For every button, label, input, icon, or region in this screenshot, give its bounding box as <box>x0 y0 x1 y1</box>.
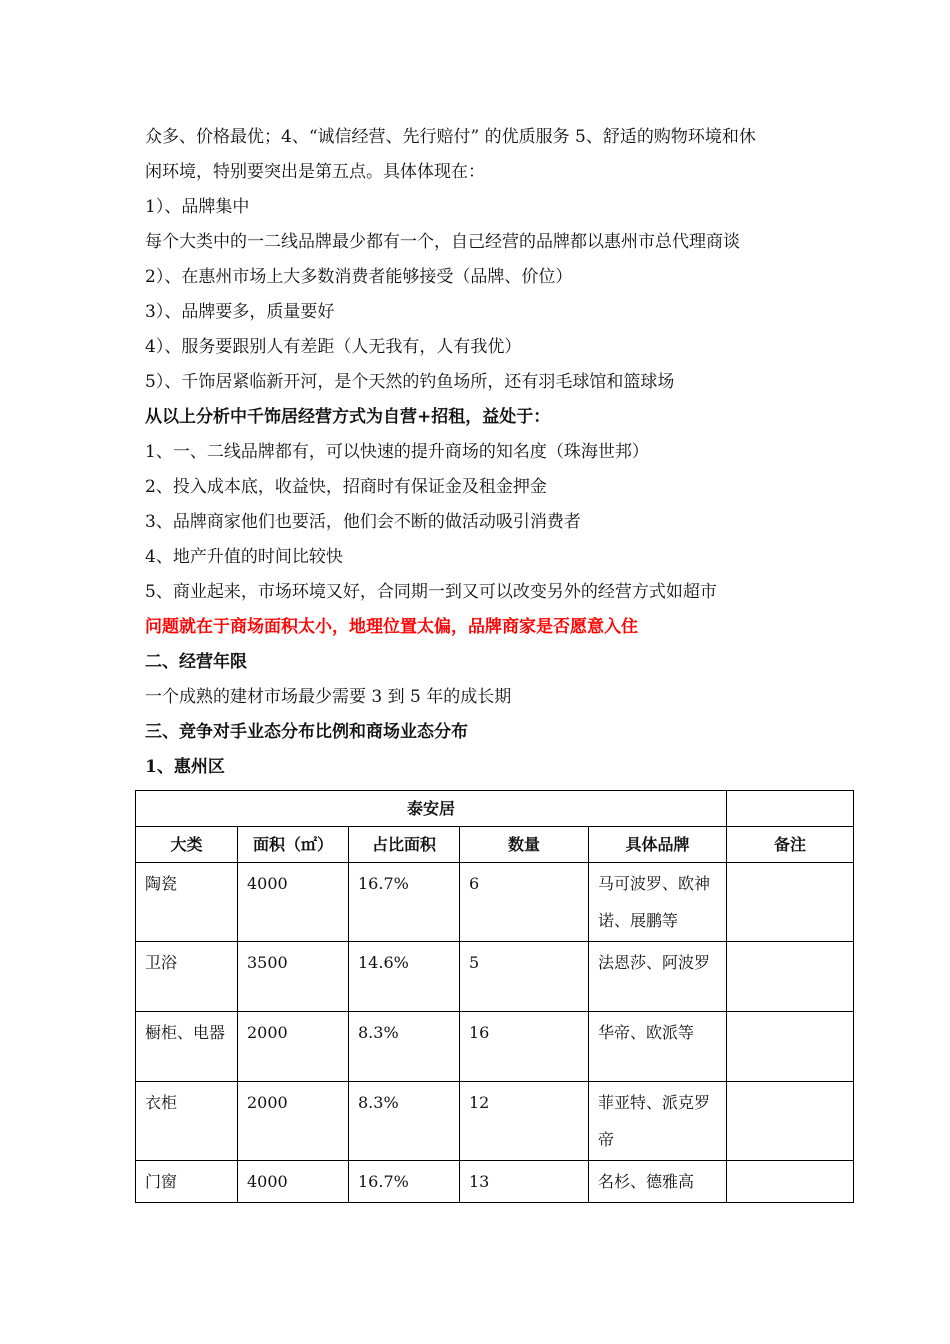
table-cell: 4000 <box>238 1161 349 1203</box>
paragraph-line: 1）、品牌集中 <box>145 197 250 217</box>
table-title-row <box>136 791 854 827</box>
highlight-text: 问题就在于商场面积太小，地理位置太偏，品牌商家是否愿意入住 <box>145 617 638 637</box>
table-row <box>136 942 854 1012</box>
table-cell: 菲亚特、派克罗帝 <box>589 1082 727 1161</box>
table-cell: 2000 <box>238 1082 349 1161</box>
table-row <box>136 863 854 942</box>
table-cell <box>727 1161 854 1203</box>
competitor-table <box>135 790 854 1203</box>
table-cell: 华帝、欧派等 <box>589 1012 727 1082</box>
paragraph-line: 众多、价格最优；4、“诚信经营、先行赔付” 的优质服务 5、舒适的购物环境和休 <box>145 127 756 147</box>
paragraph-line: 1、一、二线品牌都有，可以快速的提升商场的知名度（珠海世邦） <box>145 442 649 462</box>
paragraph-line: 闲环境，特别要突出是第五点。具体体现在： <box>145 162 485 182</box>
table-cell <box>727 1012 854 1082</box>
table-cell: 12 <box>460 1082 589 1161</box>
table-body <box>136 863 854 1203</box>
section-heading: 三、竞争对手业态分布比例和商场业态分布 <box>145 722 468 742</box>
table-cell: 法恩莎、阿波罗 <box>589 942 727 1012</box>
table-cell: 14.6% <box>349 942 460 1012</box>
table-row <box>136 1082 854 1161</box>
column-header: 面积（㎡） <box>238 827 349 863</box>
paragraph-line: 3）、品牌要多，质量要好 <box>145 302 335 322</box>
table-cell <box>727 1082 854 1161</box>
table-cell: 门窗 <box>136 1161 238 1203</box>
column-header: 备注 <box>727 827 854 863</box>
column-header: 占比面积 <box>349 827 460 863</box>
table-cell: 橱柜、电器 <box>136 1012 238 1082</box>
paragraph-line: 5）、千饰居紧临新开河，是个天然的钓鱼场所，还有羽毛球馆和篮球场 <box>145 372 675 392</box>
table-cell: 4000 <box>238 863 349 942</box>
paragraph-line: 4、地产升值的时间比较快 <box>145 547 343 567</box>
table-cell: 3500 <box>238 942 349 1012</box>
table-cell: 卫浴 <box>136 942 238 1012</box>
paragraph-line: 2）、在惠州市场上大多数消费者能够接受（品牌、价位） <box>145 267 573 287</box>
table-cell <box>727 942 854 1012</box>
table-header-row <box>136 827 854 863</box>
table-cell: 名杉、德雅高 <box>589 1161 727 1203</box>
table-cell: 16.7% <box>349 1161 460 1203</box>
table-cell: 8.3% <box>349 1012 460 1082</box>
table-cell: 衣柜 <box>136 1082 238 1161</box>
table-cell: 13 <box>460 1161 589 1203</box>
table-row <box>136 1161 854 1203</box>
paragraph-line: 3、品牌商家他们也要活，他们会不断的做活动吸引消费者 <box>145 512 581 532</box>
paragraph-line: 2、投入成本底，收益快，招商时有保证金及租金押金 <box>145 477 547 497</box>
paragraph-line: 4）、服务要跟别人有差距（人无我有，人有我优） <box>145 337 522 357</box>
table-cell: 16.7% <box>349 863 460 942</box>
section-heading: 二、经营年限 <box>145 652 247 672</box>
table-row <box>136 1012 854 1082</box>
table-title: 泰安居 <box>136 791 727 827</box>
column-header: 大类 <box>136 827 238 863</box>
table-cell: 马可波罗、欧神诺、展鹏等 <box>589 863 727 942</box>
table-cell: 16 <box>460 1012 589 1082</box>
section-heading: 从以上分析中千饰居经营方式为自营+招租，益处于： <box>145 407 551 427</box>
table-cell: 陶瓷 <box>136 863 238 942</box>
document-body <box>145 120 825 785</box>
table-cell: 2000 <box>238 1012 349 1082</box>
paragraph-line: 5、商业起来，市场环境又好，合同期一到又可以改变另外的经营方式如超市 <box>145 582 717 602</box>
column-header: 具体品牌 <box>589 827 727 863</box>
column-header: 数量 <box>460 827 589 863</box>
section-heading: 1、惠州区 <box>145 757 225 777</box>
table-cell: 8.3% <box>349 1082 460 1161</box>
paragraph-line: 每个大类中的一二线品牌最少都有一个，自己经营的品牌都以惠州市总代理商谈 <box>145 232 740 252</box>
table-cell: 5 <box>460 942 589 1012</box>
table-title-blank <box>727 791 854 827</box>
table-cell <box>727 863 854 942</box>
paragraph-line: 一个成熟的建材市场最少需要 3 到 5 年的成长期 <box>145 687 512 707</box>
table-cell: 6 <box>460 863 589 942</box>
